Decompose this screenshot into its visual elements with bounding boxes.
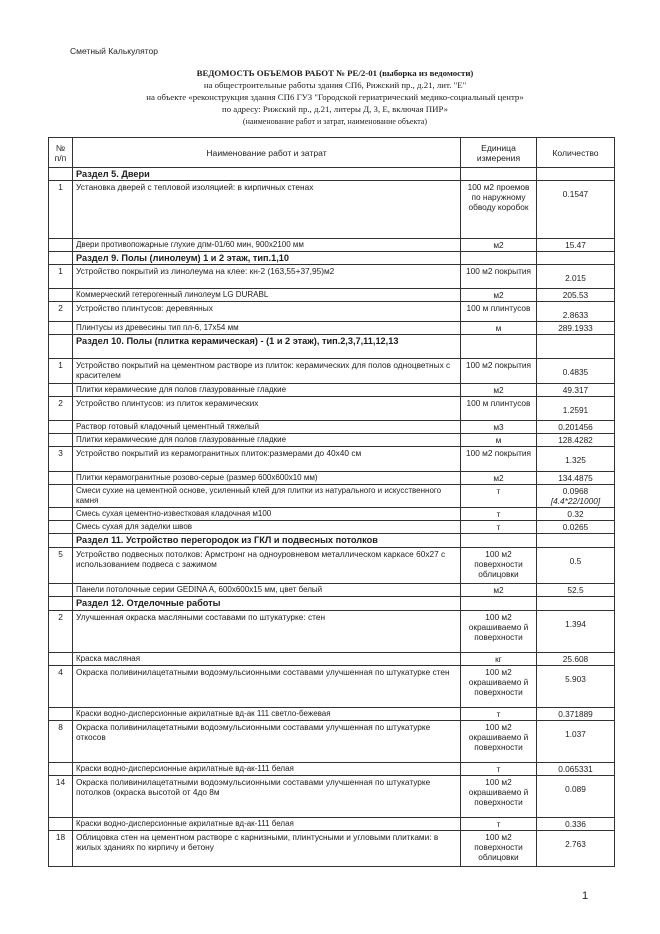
work-row	[49, 548, 615, 584]
quantity-value: 15.47	[565, 240, 586, 250]
row-number-cell	[49, 534, 73, 548]
quantity-cell	[537, 666, 615, 708]
work-row	[49, 265, 615, 289]
work-name-cell: Устройство покрытий из керамогранитных плиток:размерами до 40х40 см	[73, 447, 461, 472]
unit-cell: 100 м плинтусов	[461, 397, 537, 421]
quantity-value: 128.4282	[558, 435, 593, 445]
quantity-cell	[537, 776, 615, 818]
header-line-caption: (наименование работ и затрат, наименование объекта)	[242, 117, 428, 126]
work-row	[49, 666, 615, 708]
quantity-cell	[537, 521, 615, 534]
unit-cell: 100 м2 поверхности облицовки	[461, 831, 537, 867]
row-number-cell: 8	[49, 721, 73, 763]
table-body	[49, 168, 615, 867]
material-row	[49, 239, 615, 252]
app-title: Сметный Калькулятор	[70, 46, 158, 56]
work-row	[49, 831, 615, 867]
row-number-cell: 2	[49, 611, 73, 653]
unit-cell	[461, 335, 537, 359]
quantity-cell	[537, 168, 615, 181]
unit-cell: м3	[461, 421, 537, 434]
unit-cell: м	[461, 434, 537, 447]
quantity-cell	[537, 508, 615, 521]
unit-cell: м2	[461, 472, 537, 485]
work-name-cell: Коммерческий гетерогенный линолеум LG DURABL	[73, 289, 461, 302]
unit-cell: т	[461, 485, 537, 508]
section-title: Раздел 9. Полы (линолеум) 1 и 2 этаж, тип.1,10	[73, 252, 461, 265]
work-name-cell: Улучшенная окраска масляными составами по штукатурке: стен	[73, 611, 461, 653]
unit-cell: 100 м плинтусов	[461, 302, 537, 322]
quantity-value: 134.4875	[558, 473, 593, 483]
row-number-cell: 2	[49, 302, 73, 322]
row-number-cell: 4	[49, 666, 73, 708]
header-line-object: на общестроительные работы здания СП6, Рижский пр., д.21, лит. "Е"	[203, 80, 467, 90]
section-row	[49, 168, 615, 181]
col-quantity-header: Количество	[537, 138, 615, 168]
row-number-cell	[49, 434, 73, 447]
work-name-cell: Смесь сухая для заделки швов	[73, 521, 461, 534]
row-number-cell	[49, 421, 73, 434]
material-row	[49, 322, 615, 335]
material-row	[49, 289, 615, 302]
quantity-value: 0.336	[565, 819, 586, 829]
quantity-value: 0.5	[569, 556, 582, 566]
unit-cell: м	[461, 322, 537, 335]
quantity-value: 52.5	[567, 585, 584, 595]
quantity-cell	[537, 818, 615, 831]
quantity-cell	[537, 265, 615, 289]
work-name-cell: Смесь сухая цементно-известковая кладочная м100	[73, 508, 461, 521]
row-number-cell	[49, 335, 73, 359]
unit-cell: 100 м2 покрытия	[461, 447, 537, 472]
section-row	[49, 335, 615, 359]
header-line-reconstruction: на объекте «реконструкция здания СП6 ГУЗ "Городской гериатрический медико-социальный центр»	[146, 92, 524, 102]
work-name-cell: Устройство покрытий на цементном растворе из плиток: керамических для полов одноцветных с красителем	[73, 359, 461, 384]
unit-cell: 100 м2 поверхности облицовки	[461, 548, 537, 584]
row-number-cell	[49, 485, 73, 508]
work-name-cell: Плинтусы из древесины тип пл-6, 17х54 мм	[73, 322, 461, 335]
row-number-cell	[49, 597, 73, 611]
quantity-value: 289.1933	[558, 323, 593, 333]
quantity-cell	[537, 239, 615, 252]
unit-cell: 100 м2 окрашиваемо й поверхности	[461, 776, 537, 818]
unit-cell: 100 м2 окрашиваемо й поверхности	[461, 666, 537, 708]
row-number-cell	[49, 708, 73, 721]
section-row	[49, 252, 615, 265]
unit-cell: т	[461, 818, 537, 831]
quantity-cell	[537, 252, 615, 265]
work-name-cell: Панели потолочные серии GEDINA A, 600х600х15 мм, цвет белый	[73, 584, 461, 597]
unit-cell: м2	[461, 384, 537, 397]
col-number-header: № п/п	[49, 138, 73, 168]
row-number-cell: 14	[49, 776, 73, 818]
material-row	[49, 485, 615, 508]
row-number-cell	[49, 818, 73, 831]
quantity-cell	[537, 831, 615, 867]
work-name-cell: Краски водно-дисперсионные акрилатные вд-ак 111 светло-бежевая	[73, 708, 461, 721]
quantity-cell	[537, 384, 615, 397]
work-name-cell: Окраска поливинилацетатными водоэмульсионными составами улучшенная по штукатурке потолков (окраска высотой от 4до 8м	[73, 776, 461, 818]
quantity-cell	[537, 289, 615, 302]
quantity-formula: [4.4*22/1000]	[550, 496, 601, 506]
quantity-value: 0.4835	[562, 367, 589, 377]
quantity-value: 49.317	[562, 385, 589, 395]
row-number-cell: 5	[49, 548, 73, 584]
header-line-address: по адресу: Рижский пр., д.21, литеры Д, З, Е, включая ПИР»	[222, 104, 448, 114]
quantity-cell	[537, 472, 615, 485]
work-name-cell: Окраска поливинилацетатными водоэмульсионными составами улучшенная по штукатурке откосов	[73, 721, 461, 763]
quantity-cell	[537, 653, 615, 666]
unit-cell: т	[461, 763, 537, 776]
row-number-cell	[49, 384, 73, 397]
work-name-cell: Окраска поливинилацетатными водоэмульсионными составами улучшенная по штукатурке стен	[73, 666, 461, 708]
quantity-value: 0.371889	[558, 709, 593, 719]
unit-cell	[461, 597, 537, 611]
row-number-cell	[49, 289, 73, 302]
work-name-cell: Краска масляная	[73, 653, 461, 666]
work-name-cell: Облицовка стен на цементном растворе с карнизными, плинтусными и угловыми плитками: в жилых зданиях по кирпичу и бетону	[73, 831, 461, 867]
page-number: 1	[582, 890, 589, 902]
work-name-cell: Смеси сухие на цементной основе, усиленный клей для плитки из натурального и искусственного камня	[73, 485, 461, 508]
quantity-cell	[537, 302, 615, 322]
row-number-cell	[49, 322, 73, 335]
quantity-cell	[537, 584, 615, 597]
quantity-cell	[537, 434, 615, 447]
work-name-cell: Плитки керамогранитные розово-серые (размер 600х600х10 мм)	[73, 472, 461, 485]
work-name-cell: Двери противопожарные глухие дпм-01/60 мин, 900х2100 мм	[73, 239, 461, 252]
quantity-value: 5.903	[565, 674, 586, 684]
work-name-cell: Устройство плинтусов: деревянных	[73, 302, 461, 322]
quantity-value: 1.2591	[562, 405, 589, 415]
unit-cell: т	[461, 508, 537, 521]
material-row	[49, 434, 615, 447]
quantity-value: 1.394	[565, 619, 586, 629]
quantity-value: 2.8633	[562, 310, 589, 320]
quantity-value: 1.325	[565, 455, 586, 465]
work-name-cell: Установка дверей с тепловой изоляцией: в кирпичных стенах	[73, 181, 461, 239]
row-number-cell	[49, 763, 73, 776]
quantity-cell	[537, 721, 615, 763]
work-row	[49, 302, 615, 322]
quantity-cell	[537, 447, 615, 472]
quantity-cell	[537, 397, 615, 421]
work-row	[49, 776, 615, 818]
quantity-cell	[537, 534, 615, 548]
section-title: Раздел 12. Отделочные работы	[73, 597, 461, 611]
material-row	[49, 472, 615, 485]
section-title: Раздел 5. Двери	[73, 168, 461, 181]
quantity-value: 1.037	[565, 729, 586, 739]
unit-cell: т	[461, 521, 537, 534]
row-number-cell: 1	[49, 265, 73, 289]
row-number-cell	[49, 521, 73, 534]
work-row	[49, 397, 615, 421]
table-header-row	[49, 138, 615, 168]
row-number-cell	[49, 584, 73, 597]
row-number-cell	[49, 508, 73, 521]
document-title: ВЕДОМОСТЬ ОБЪЕМОВ РАБОТ № РЕ/2-01 (выборка из ведомости)	[196, 68, 474, 78]
section-title: Раздел 11. Устройство перегородок из ГКЛ и подвесных потолков	[73, 534, 461, 548]
unit-cell: м2	[461, 584, 537, 597]
section-row	[49, 597, 615, 611]
quantity-value: 205.53	[562, 290, 589, 300]
row-number-cell: 18	[49, 831, 73, 867]
row-number-cell: 3	[49, 447, 73, 472]
work-name-cell: Устройство плинтусов: из плиток керамических	[73, 397, 461, 421]
unit-cell	[461, 168, 537, 181]
quantity-cell	[537, 181, 615, 239]
row-number-cell	[49, 168, 73, 181]
quantity-value: 25.608	[562, 654, 589, 664]
work-name-cell: Краски водно-дисперсионные акрилатные вд-ак-111 белая	[73, 763, 461, 776]
quantity-value: 0.201456	[558, 422, 593, 432]
work-name-cell: Устройство подвесных потолков: Армстронг на одноуровневом металлическом каркасе 60х27 с использованием подвеса с зажимом	[73, 548, 461, 584]
row-number-cell: 1	[49, 181, 73, 239]
row-number-cell	[49, 472, 73, 485]
unit-cell	[461, 252, 537, 265]
unit-cell: м2	[461, 289, 537, 302]
quantity-value: 2.763	[565, 839, 586, 849]
material-row	[49, 763, 615, 776]
material-row	[49, 653, 615, 666]
quantity-value: 0.065331	[558, 764, 593, 774]
quantity-value: 0.089	[565, 784, 586, 794]
material-row	[49, 708, 615, 721]
material-row	[49, 521, 615, 534]
unit-cell: 100 м2 окрашиваемо й поверхности	[461, 611, 537, 653]
section-row	[49, 534, 615, 548]
work-row	[49, 721, 615, 763]
works-volume-table	[48, 137, 615, 867]
row-number-cell	[49, 653, 73, 666]
unit-cell	[461, 534, 537, 548]
quantity-cell	[537, 611, 615, 653]
work-name-cell: Краски водно-дисперсионные акрилатные вд-ак-111 белая	[73, 818, 461, 831]
unit-cell: 100 м2 проемов по наружному обводу коробок	[461, 181, 537, 239]
row-number-cell: 2	[49, 397, 73, 421]
unit-cell: т	[461, 708, 537, 721]
quantity-cell	[537, 708, 615, 721]
material-row	[49, 421, 615, 434]
quantity-cell	[537, 597, 615, 611]
quantity-cell	[537, 359, 615, 384]
col-name-header: Наименование работ и затрат	[73, 138, 461, 168]
work-row	[49, 611, 615, 653]
quantity-value: 0.0968	[562, 486, 589, 496]
material-row	[49, 508, 615, 521]
work-row	[49, 181, 615, 239]
work-name-cell: Плитки керамические для полов глазурованные гладкие	[73, 384, 461, 397]
quantity-cell	[537, 335, 615, 359]
material-row	[49, 818, 615, 831]
material-row	[49, 584, 615, 597]
unit-cell: 100 м2 окрашиваемо й поверхности	[461, 721, 537, 763]
work-name-cell: Раствор готовый кладочный цементный тяжелый	[73, 421, 461, 434]
material-row	[49, 384, 615, 397]
row-number-cell	[49, 252, 73, 265]
quantity-value: 0.0265	[562, 522, 589, 532]
unit-cell: 100 м2 покрытия	[461, 359, 537, 384]
quantity-value: 2.015	[565, 273, 586, 283]
unit-cell: м2	[461, 239, 537, 252]
quantity-cell	[537, 421, 615, 434]
work-row	[49, 447, 615, 472]
quantity-value: 0.1547	[562, 189, 589, 199]
row-number-cell: 1	[49, 359, 73, 384]
work-name-cell: Устройство покрытий из линолеума на клее: кн-2 (163,55+37,95)м2	[73, 265, 461, 289]
work-name-cell: Плитки керамические для полов глазурованные гладкие	[73, 434, 461, 447]
quantity-cell	[537, 485, 615, 508]
row-number-cell	[49, 239, 73, 252]
quantity-cell	[537, 548, 615, 584]
col-unit-header: Единица измерения	[461, 138, 537, 168]
unit-cell: 100 м2 покрытия	[461, 265, 537, 289]
quantity-cell	[537, 322, 615, 335]
quantity-value: 0.32	[567, 509, 584, 519]
unit-cell: кг	[461, 653, 537, 666]
work-row	[49, 359, 615, 384]
section-title: Раздел 10. Полы (плитка керамическая) - (1 и 2 этаж), тип.2,3,7,11,12,13	[73, 335, 461, 359]
quantity-cell	[537, 763, 615, 776]
